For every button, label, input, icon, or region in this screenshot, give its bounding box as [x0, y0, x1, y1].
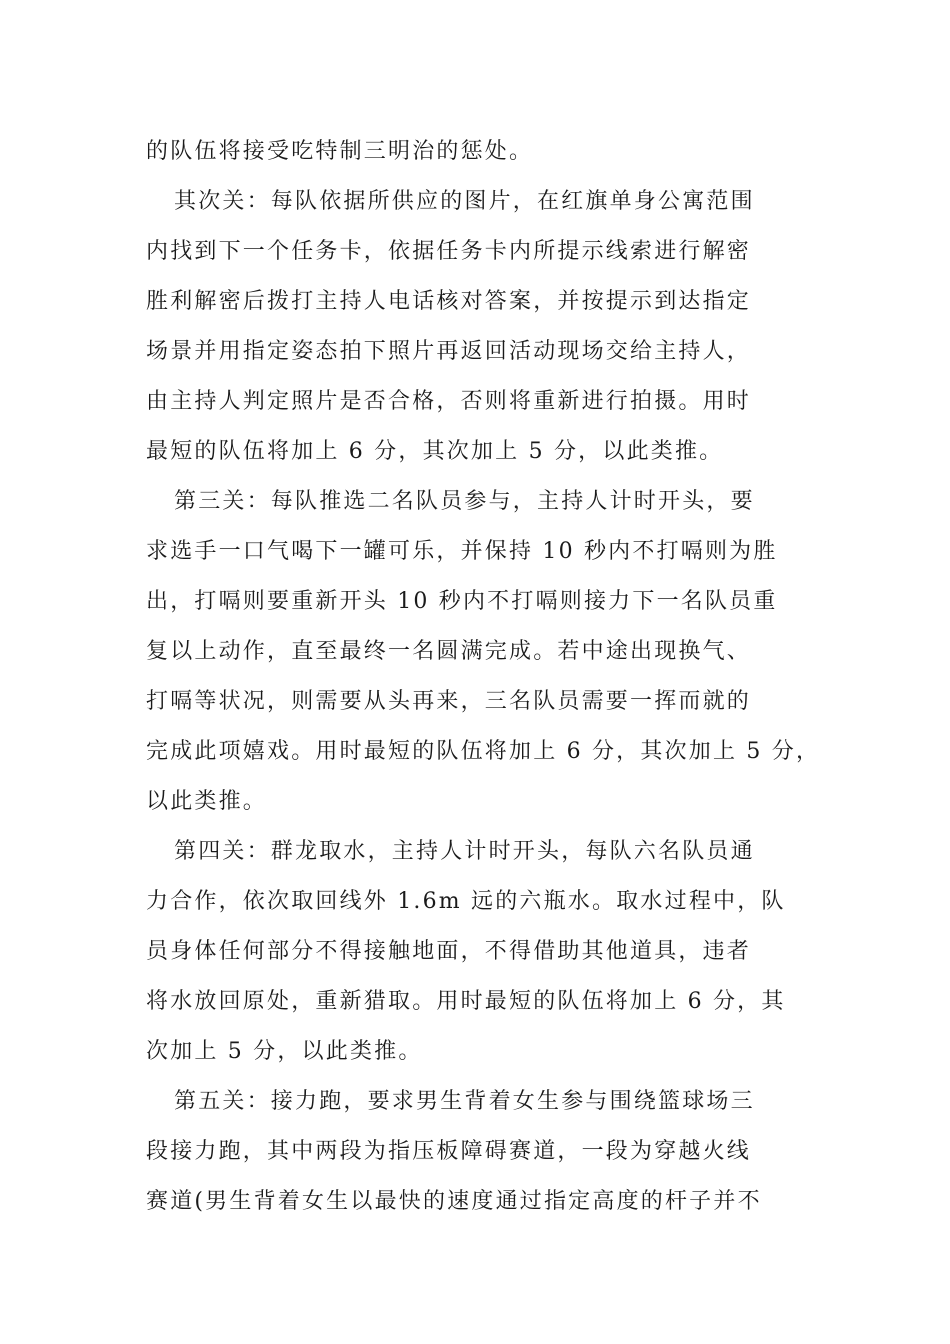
paragraph-fourth-level: [146, 827, 818, 1077]
text-line: 求选手一口气喝下一罐可乐，并保持 10 秒内不打嗝则为胜: [146, 539, 778, 564]
text-line: 以此类推。: [146, 789, 268, 814]
text-line: 场景并用指定姿态拍下照片再返回活动现场交给主持人，: [146, 339, 752, 364]
text-line: 内找到下一个任务卡，依据任务卡内所提示线索进行解密: [146, 239, 752, 264]
text-line: 赛道(男生背着女生以最快的速度通过指定高度的杆子并不: [146, 1189, 762, 1214]
paragraph-third-level: [146, 477, 821, 827]
text-line: 复以上动作，直至最终一名圆满完成。若中途出现换气、: [146, 639, 752, 664]
text-line: 员身体任何部分不得接触地面，不得借助其他道具，违者: [146, 939, 752, 964]
text-line: 出，打嗝则要重新开头 10 秒内不打嗝则接力下一名队员重: [146, 589, 778, 614]
text-line: 第四关：群龙取水，主持人计时开头，每队六名队员通: [174, 839, 755, 864]
text-line: 第三关：每队推选二名队员参与，主持人计时开头，要: [174, 489, 755, 514]
text-line: 由主持人判定照片是否合格，否则将重新进行拍摄。用时: [146, 389, 752, 414]
text-line: 第五关：接力跑，要求男生背着女生参与围绕篮球场三: [174, 1089, 755, 1114]
text-line: 打嗝等状况，则需要从头再来，三名队员需要一挥而就的: [146, 689, 752, 714]
text-line: 段接力跑，其中两段为指压板障碍赛道，一段为穿越火线: [146, 1139, 752, 1164]
text-line: 最短的队伍将加上 6 分，其次加上 5 分，以此类推。: [146, 439, 724, 464]
text-line: 的队伍将接受吃特制三明治的惩处。: [146, 139, 534, 164]
paragraph-second-level: [146, 177, 818, 477]
text-line: 将水放回原处，重新猎取。用时最短的队伍将加上 6 分，其: [146, 989, 786, 1014]
text-line: 完成此项嬉戏。用时最短的队伍将加上 6 分，其次加上 5 分，: [146, 739, 821, 764]
text-line: 其次关：每队依据所供应的图片，在红旗单身公寓范围: [174, 189, 755, 214]
document-page: [146, 127, 821, 1227]
text-line: 力合作，依次取回线外 1.6m 远的六瓶水。取水过程中，队: [146, 889, 786, 914]
text-line: 胜利解密后拨打主持人电话核对答案，并按提示到达指定: [146, 289, 752, 314]
text-line: 次加上 5 分，以此类推。: [146, 1039, 423, 1064]
paragraph-continuation: [146, 127, 818, 177]
paragraph-fifth-level: [146, 1077, 818, 1227]
